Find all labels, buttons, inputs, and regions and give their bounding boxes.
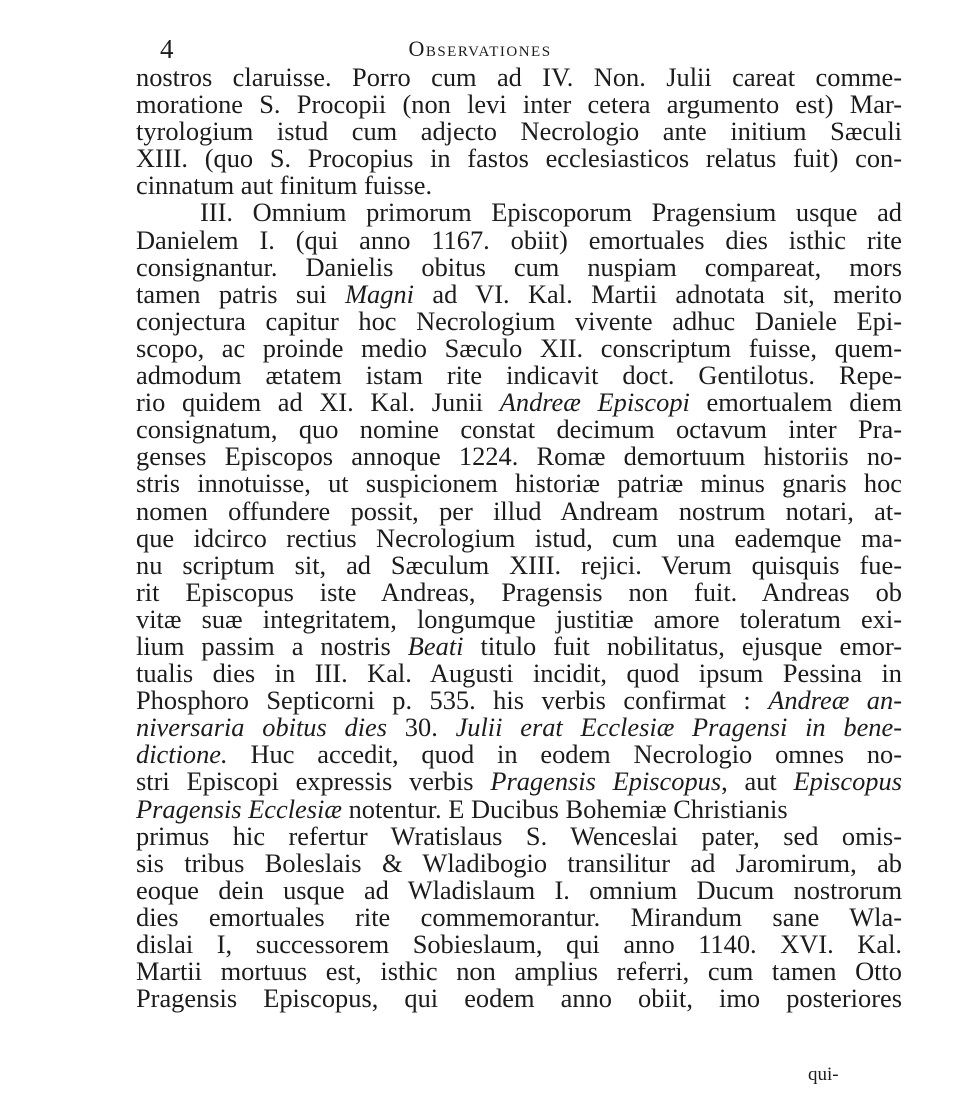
text-line [136, 549, 902, 580]
text-segment: emortualem diem [689, 387, 902, 418]
text-line [136, 389, 902, 416]
text-line [136, 199, 902, 226]
text-segment: lium passim a nostris [136, 630, 408, 661]
text-line [136, 874, 902, 905]
text-segment: nu scriptum sit, ad Sæculum XIII. rejici. Verum quisquis fue- [136, 549, 902, 580]
text-line [136, 901, 902, 932]
text-line [136, 332, 902, 363]
text-line [136, 145, 902, 172]
text-segment: dislai I, successorem Sobieslaum, qui anno 1140. XVI. Kal. [136, 929, 902, 959]
text-segment: tyrologium istud cum adjecto Necrologio ante initium Sæculi [136, 116, 902, 147]
text-line [136, 741, 902, 768]
text-segment: tamen patris sui [136, 278, 346, 309]
catchword: qui- [808, 1064, 839, 1085]
text-line [136, 416, 902, 443]
text-line [136, 793, 902, 824]
text-segment: notentur. E Ducibus Bohemiæ Christianis [341, 793, 788, 824]
italic-text-segment: Magni [345, 278, 414, 309]
text-line [136, 118, 902, 145]
page-header [0, 30, 960, 66]
text-segment: Huc accedit, quod in eodem Necrologio omnes no- [227, 739, 902, 770]
text-segment: consignatum, quo nomine constat decimum octavum inter Pra- [136, 414, 902, 445]
text-line [136, 443, 902, 470]
text-line [136, 985, 902, 1012]
text-line [136, 820, 902, 851]
italic-text-segment: dictione. [136, 739, 228, 770]
text-segment: primus hic refertur Wratislaus S. Wenceslai pater, sed omis- [136, 820, 902, 851]
text-segment: nomen offundere possit, per illud Andream nostrum notari, at- [136, 495, 902, 526]
text-segment: tualis dies in III. Kal. Augusti incidit, quod ipsum Pessina in [136, 658, 902, 689]
text-line [136, 687, 902, 714]
italic-text-segment: Andreæ Episcopi [499, 387, 690, 418]
text-segment: conjectura capitur hoc Necrologium vivente adhuc Daniele Epi- [136, 305, 902, 336]
text-segment: dies emortuales rite commemorantur. Mirandum sane Wla- [136, 901, 902, 932]
text-segment: eoque dein usque ad Wladislaum I. omnium Ducum nostrorum [136, 874, 902, 905]
text-segment: Pragensis Episcopus, qui eodem anno obiit, imo posteriores [136, 983, 902, 1014]
text-line [136, 64, 902, 91]
text-segment: stri Episcopi expressis verbis [136, 766, 491, 797]
text-line [136, 172, 902, 199]
text-line [136, 847, 902, 878]
text-segment: rit Episcopus iste Andreas, Pragensis non fuit. Andreas ob [136, 576, 902, 607]
text-segment: genses Episcopos annoque 1224. Romæ demortuum historiis no- [136, 441, 902, 472]
text-segment: stris innotuisse, ut suspicionem historiæ patriæ minus gnaris hoc [136, 468, 902, 499]
italic-text-segment: Beati [407, 630, 464, 661]
text-segment: nostros claruisse. Porro cum ad IV. Non. Julii careat comme- [136, 62, 902, 92]
text-line [136, 251, 902, 282]
page-number: 4 [160, 34, 174, 64]
text-line [136, 522, 902, 553]
text-segment: rio quidem ad XI. Kal. Junii [136, 387, 500, 418]
text-line [136, 470, 902, 497]
text-line [136, 305, 902, 336]
text-segment: scopo, ac proinde medio Sæculo XII. conscriptum fuisse, quem- [136, 332, 902, 363]
text-segment: titulo fuit nobilitatus, ejusque emor- [463, 630, 902, 661]
text-segment: vitæ suæ integritatem, longumque justitiæ amore toleratum exi- [136, 603, 902, 634]
text-line [136, 630, 902, 661]
text-segment: ad VI. Kal. Martii adnotata sit, merito [413, 278, 902, 309]
text-segment: 30. [387, 712, 456, 743]
text-line [136, 768, 902, 795]
text-segment: admodum ætatem istam rite indicavit doct. Gentilotus. Repe- [136, 360, 902, 391]
text-line [136, 495, 902, 526]
text-line [136, 91, 902, 118]
text-segment: III. Omnium primorum Episcoporum Pragensium usque ad [200, 197, 902, 228]
text-segment: XIII. (quo S. Procopius in fastos ecclesiasticos relatus fuit) con- [136, 143, 902, 174]
text-segment: Martii mortuus est, isthic non amplius referri, cum tamen Otto [136, 956, 902, 987]
italic-text-segment: Pragensis Episcopus [490, 766, 722, 797]
running-head: Observationes [408, 36, 552, 61]
text-segment: Phosphoro Septicorni p. 535. his verbis confirmat : [136, 685, 769, 716]
italic-text-segment: niversaria obitus dies [136, 712, 388, 743]
text-line [136, 958, 902, 985]
text-line [136, 931, 902, 958]
text-line [136, 224, 902, 255]
italic-text-segment: Julii erat Ecclesiæ Pragensi in bene- [455, 712, 902, 743]
text-segment: consignantur. Danielis obitus cum nuspiam compareat, mors [136, 251, 902, 282]
italic-text-segment: Pragensis Ecclesiæ [136, 793, 342, 824]
text-line [136, 603, 902, 634]
italic-text-segment: Episcopus [793, 766, 902, 797]
text-segment: que idcirco rectius Necrologium istud, cum una eademque ma- [136, 522, 902, 553]
text-segment: Danielem I. (qui anno 1167. obiit) emortuales dies isthic rite [136, 224, 902, 255]
italic-text-segment: Andreæ an- [768, 685, 902, 716]
text-line [136, 278, 902, 309]
text-segment: , aut [721, 766, 794, 797]
text-line [136, 660, 902, 687]
body-text [136, 64, 902, 1012]
text-segment: sis tribus Boleslais & Wladibogio transilitur ad Jaromirum, ab [136, 847, 902, 878]
text-line [136, 576, 902, 607]
text-segment: moratione S. Procopii (non levi inter cetera argumento est) Mar- [136, 89, 902, 120]
text-line [136, 714, 902, 741]
text-line [136, 362, 902, 389]
text-segment: cinnatum aut finitum fuisse. [136, 170, 433, 201]
